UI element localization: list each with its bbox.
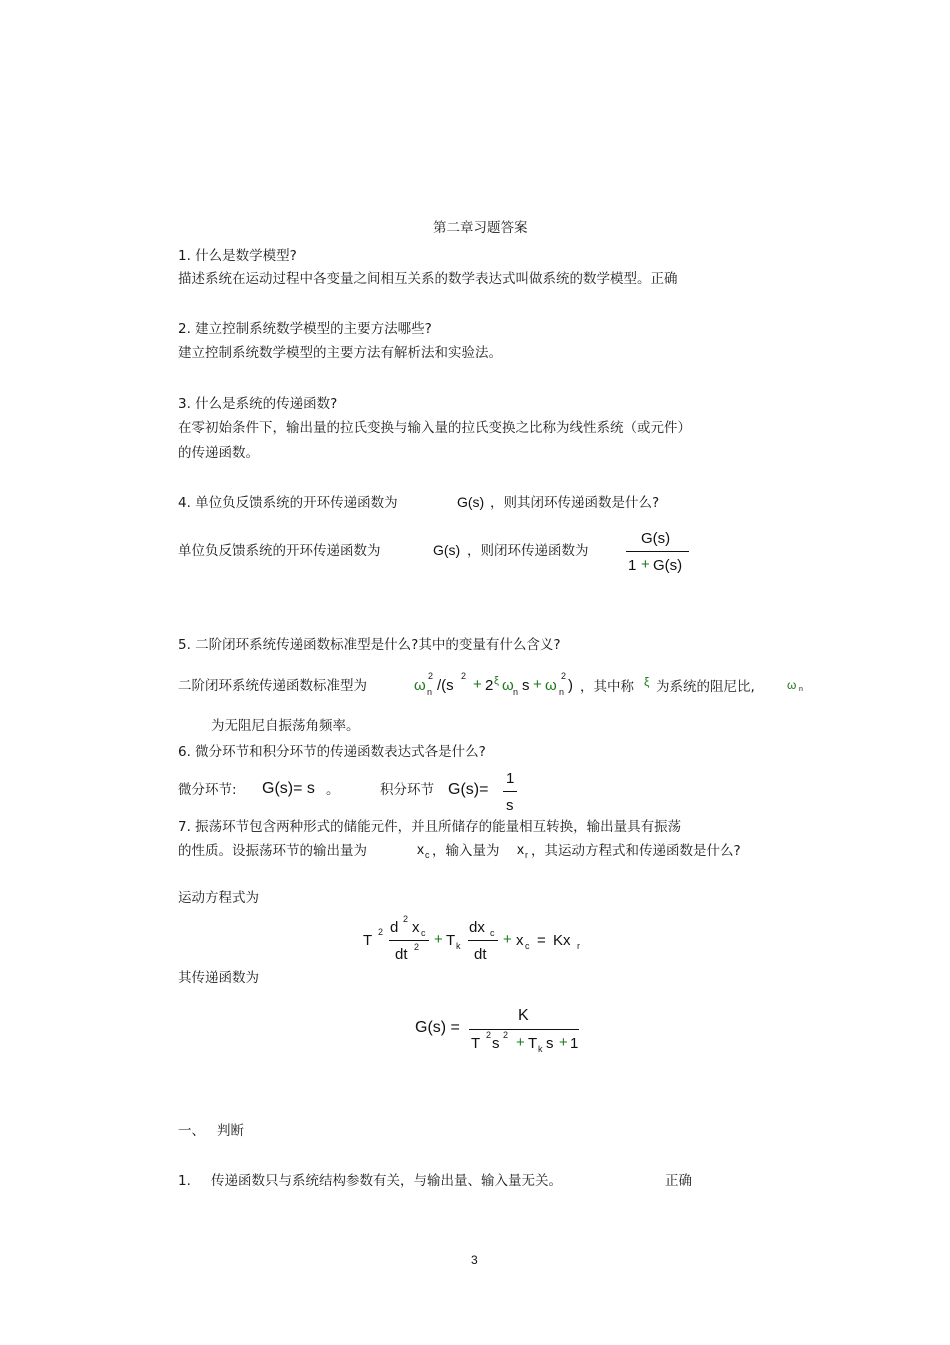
omega-n: ω	[787, 678, 797, 692]
two: 2	[485, 677, 494, 694]
eq-d2-sup: 2	[403, 914, 409, 924]
answer-5-pre: 二阶闭环系统传递函数标准型为	[178, 678, 367, 694]
question-4-pre: 4. 单位负反馈系统的开环传递函数为	[178, 495, 398, 511]
eq-d2: d	[390, 919, 399, 936]
plus-2: +	[533, 676, 542, 693]
answer-5-line2: 为无阻尼自振荡角频率。	[211, 718, 360, 734]
int-formula: G(s)=	[448, 781, 489, 798]
omega-3-sup: 2	[561, 671, 567, 681]
answer-4-pre: 单位负反馈系统的开环传递函数为	[178, 543, 381, 559]
answer-3-line2: 的传递函数。	[178, 445, 259, 461]
omega-2: ω	[502, 677, 514, 694]
eq-xc-sub: c	[525, 941, 530, 951]
xr-var: x	[517, 841, 524, 857]
eq-Tk: T	[446, 932, 456, 949]
transfer-label: 其传递函数为	[178, 970, 259, 986]
tf-lhs: G(s) =	[415, 1019, 460, 1036]
eq-dt2: dt	[395, 946, 408, 963]
diff-end: 。	[326, 782, 340, 798]
tf-numerator: K	[518, 1007, 529, 1024]
omega-3-sub: n	[559, 687, 565, 697]
eq-plus-2: +	[503, 931, 512, 948]
tf-one: 1	[570, 1035, 579, 1052]
xc-sub: c	[425, 850, 430, 860]
question-6: 6. 微分环节和积分环节的传递函数表达式各是什么?	[178, 744, 486, 760]
eq-dx-sub: c	[490, 928, 495, 938]
question-7-mid: ，输入量为	[432, 843, 500, 859]
int-fraction-bar	[503, 791, 517, 792]
eq-Kx-sub: r	[577, 941, 580, 951]
answer-4-mid: ，则闭环传递函数为	[467, 543, 589, 559]
xc-var: x	[417, 841, 424, 857]
omega-3: ω	[545, 677, 557, 694]
eq-T-sup: 2	[378, 927, 384, 937]
question-4-gs: G(s)	[457, 494, 485, 510]
fraction-den-plus: +	[641, 556, 650, 573]
eq-xc: x	[516, 932, 524, 949]
fraction-numerator: G(s)	[641, 530, 671, 547]
eq-frac1-bar	[389, 940, 429, 941]
answer-3-line1: 在零初始条件下，输出量的拉氏变换与输入量的拉氏变换之比称为线性系统（或元件）	[178, 420, 691, 436]
s-sup: 2	[461, 671, 467, 681]
tf-s: s	[492, 1035, 500, 1052]
omega-1: ω	[414, 677, 426, 694]
int-label: 积分环节	[380, 782, 434, 798]
page-number: 3	[471, 1253, 478, 1267]
question-3: 3. 什么是系统的传递函数?	[178, 396, 338, 412]
question-7-post: ，其运动方程式和传递函数是什么?	[531, 843, 741, 859]
answer-2: 建立控制系统数学模型的主要方法有解析法和实验法。	[178, 345, 502, 361]
section-title: 判断	[217, 1123, 244, 1139]
answer-1: 描述系统在运动过程中各变量之间相互关系的数学表达式叫做系统的数学模型。正确	[178, 271, 678, 287]
eq-x-sub: c	[421, 928, 426, 938]
int-denominator: s	[506, 797, 514, 814]
omega-1-sup: 2	[428, 671, 434, 681]
question-5: 5. 二阶闭环系统传递函数标准型是什么?其中的变量有什么含义?	[178, 637, 561, 653]
xr-sub: r	[525, 850, 528, 860]
eq-frac2-bar	[468, 940, 498, 941]
omega-2-sub: n	[513, 687, 519, 697]
eq-T: T	[363, 932, 373, 949]
int-numerator: 1	[506, 770, 515, 787]
question-1: 1. 什么是数学模型?	[178, 248, 297, 264]
diff-formula: G(s)= s	[262, 780, 315, 797]
judgement-text: 传递函数只与系统结构参数有关，与输出量、输入量无关。	[211, 1173, 562, 1189]
answer-4-gs: G(s)	[433, 542, 461, 558]
tf-plus-2: +	[559, 1034, 568, 1051]
question-7-pre: 的性质。设振荡环节的输出量为	[178, 843, 367, 859]
question-4-post: ，则其闭环传递函数是什么?	[490, 495, 660, 511]
tf-plus-1: +	[516, 1034, 525, 1051]
equation-label: 运动方程式为	[178, 890, 259, 906]
tf-Tk: T	[528, 1035, 538, 1052]
xi-symbol-2: ξ	[644, 675, 650, 689]
eq-dt: dt	[474, 946, 487, 963]
formula-body: /(s	[437, 677, 454, 694]
judgement-answer: 正确	[665, 1173, 692, 1189]
answer-5-mid: ，其中称	[580, 679, 634, 695]
eq-x: x	[412, 919, 420, 936]
xi-symbol: ξ	[494, 675, 499, 687]
eq-Kx: Kx	[553, 932, 571, 949]
close-paren: )	[568, 677, 573, 694]
fraction-den-one: 1	[628, 557, 637, 574]
plus-1: +	[473, 676, 482, 693]
fraction-den-g: G(s)	[653, 557, 683, 574]
tf-T: T	[471, 1035, 481, 1052]
omega-1-sub: n	[427, 687, 433, 697]
s-var: s	[522, 677, 530, 694]
eq-plus-1: +	[434, 931, 443, 948]
judgement-number: 1.	[178, 1173, 191, 1189]
tf-s-sup: 2	[503, 1030, 509, 1040]
tf-Tk-sub: k	[538, 1044, 543, 1054]
eq-equals: =	[537, 932, 546, 949]
answer-5-post: 为系统的阻尼比,	[656, 679, 755, 695]
question-7-line1: 7. 振荡环节包含两种形式的储能元件，并且所储存的能量相互转换，输出量具有振荡	[178, 819, 682, 835]
eq-dt2-sup: 2	[414, 942, 420, 952]
page-title: 第二章习题答案	[433, 220, 528, 236]
tf-s2: s	[546, 1035, 554, 1052]
tf-T-sup: 2	[486, 1030, 492, 1040]
fraction-bar	[626, 551, 689, 552]
omega-n-sub: n	[799, 686, 803, 693]
diff-label: 微分环节:	[178, 782, 237, 798]
question-2: 2. 建立控制系统数学模型的主要方法哪些?	[178, 321, 432, 337]
eq-dx: dx	[469, 919, 485, 936]
eq-Tk-sub: k	[456, 941, 461, 951]
section-number: 一、	[178, 1123, 205, 1139]
